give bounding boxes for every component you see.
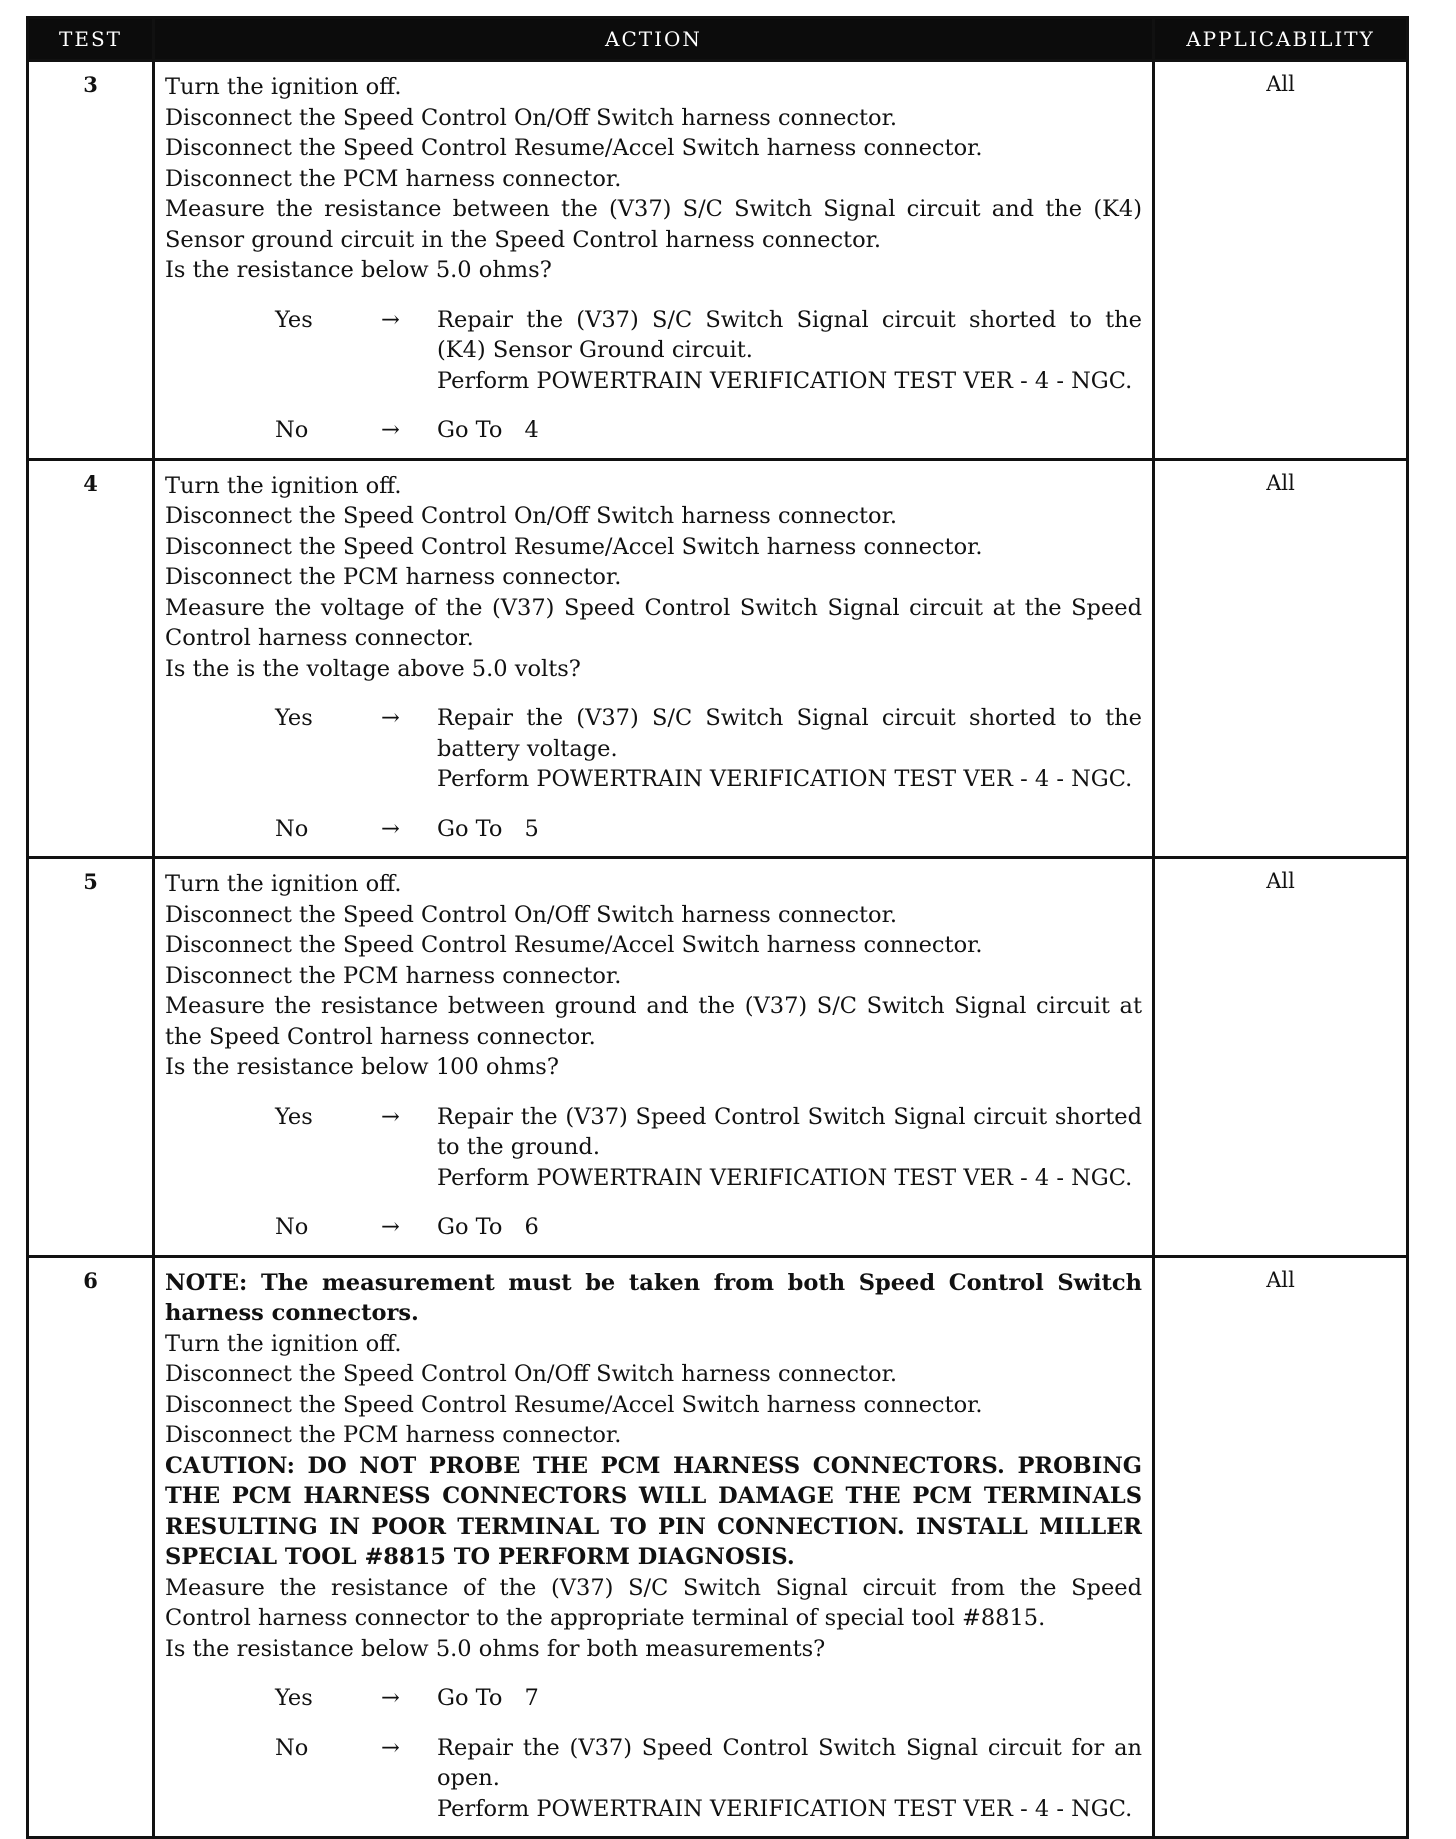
table-row bbox=[28, 459, 1408, 858]
no-answer bbox=[165, 415, 1142, 446]
table-header bbox=[28, 18, 1408, 61]
yes-label: Yes bbox=[275, 1103, 313, 1130]
goto-number: 5 bbox=[524, 815, 539, 842]
goto-number: 7 bbox=[524, 1685, 539, 1711]
goto-text: Go To bbox=[437, 417, 503, 443]
yes-answer bbox=[165, 1102, 1142, 1194]
no-answer bbox=[165, 814, 1142, 845]
arrow-icon: → bbox=[381, 1103, 400, 1130]
result-text: Repair the (V37) Speed Control Switch Signal circuit for an open. bbox=[437, 1734, 1142, 1791]
no-answer bbox=[165, 1212, 1142, 1243]
no-label: No bbox=[275, 417, 309, 443]
test-number: 5 bbox=[28, 858, 154, 1257]
no-label: No bbox=[275, 815, 309, 842]
step-text: Disconnect the Speed Control On/Off Switch harness connector. bbox=[165, 901, 898, 928]
goto-text: Go To bbox=[437, 1214, 503, 1240]
no-result bbox=[437, 814, 1142, 845]
step-text: Disconnect the Speed Control On/Off Switch harness connector. bbox=[165, 503, 898, 529]
result-text: Repair the (V37) Speed Control Switch Signal circuit shorted to the ground. bbox=[437, 1103, 1142, 1160]
test-number: 4 bbox=[28, 459, 154, 858]
step-text: Disconnect the PCM harness connector. bbox=[165, 564, 622, 590]
step-text: Disconnect the Speed Control Resume/Accel Switch harness connector. bbox=[165, 1391, 983, 1418]
action-cell bbox=[154, 858, 1154, 1257]
step-text: Turn the ignition off. bbox=[165, 74, 402, 100]
step-text: Turn the ignition off. bbox=[165, 472, 402, 499]
result-text: Repair the (V37) S/C Switch Signal circuit shorted to the (K4) Sensor Ground circuit. bbox=[437, 306, 1142, 363]
arrow-icon: → bbox=[381, 1734, 400, 1761]
yes-answer bbox=[165, 703, 1142, 795]
applicability-cell: All bbox=[1154, 459, 1408, 858]
step-text: Turn the ignition off. bbox=[165, 871, 402, 897]
yes-result bbox=[437, 1102, 1142, 1194]
step-text: Turn the ignition off. bbox=[165, 1330, 402, 1357]
no-label: No bbox=[275, 1214, 309, 1240]
step-text: Disconnect the PCM harness connector. bbox=[165, 165, 622, 192]
question-text: Is the resistance below 100 ohms? bbox=[165, 1054, 559, 1080]
action-cell bbox=[154, 61, 1154, 460]
applicability-cell: All bbox=[1154, 858, 1408, 1257]
result-text: Repair the (V37) S/C Switch Signal circuit shorted to the battery voltage. bbox=[437, 705, 1142, 762]
header-test: TEST bbox=[28, 18, 154, 61]
step-text: Disconnect the PCM harness connector. bbox=[165, 1422, 622, 1448]
question-text: Is the resistance below 5.0 ohms? bbox=[165, 257, 552, 283]
step-text: Measure the voltage of the (V37) Speed Control Switch Signal circuit at the Speed Control harness connector. bbox=[165, 594, 1142, 651]
goto-text: Go To bbox=[437, 1685, 503, 1711]
caution-text: CAUTION: DO NOT PROBE THE PCM HARNESS CONNECTORS. PROBING THE PCM HARNESS CONNECTORS WILL DAMAGE THE PCM TERMINALS RESULTING IN POOR TERMINAL TO PIN CONNECTION. INSTALL MILLER SPECIAL TOOL #8815 TO PERFORM DIAGNOSIS. bbox=[165, 1452, 1142, 1570]
action-cell bbox=[154, 459, 1154, 858]
yes-label: Yes bbox=[275, 1685, 313, 1711]
arrow-icon: → bbox=[381, 417, 400, 443]
yes-answer bbox=[165, 1683, 1142, 1714]
step-text: Measure the resistance between ground and the (V37) S/C Switch Signal circuit at the Speed Control harness connector. bbox=[165, 993, 1142, 1050]
table-row bbox=[28, 1256, 1408, 1838]
step-text: Disconnect the Speed Control Resume/Accel Switch harness connector. bbox=[165, 533, 983, 560]
no-result bbox=[437, 1733, 1142, 1825]
goto-text: Go To bbox=[437, 815, 503, 842]
goto-number: 6 bbox=[524, 1214, 539, 1240]
no-result bbox=[437, 1212, 1142, 1243]
step-text: Disconnect the PCM harness connector. bbox=[165, 962, 622, 989]
action-cell bbox=[154, 1256, 1154, 1838]
step-text: Measure the resistance of the (V37) S/C Switch Signal circuit from the Speed Control harness connector to the appropriate terminal of special tool #8815. bbox=[165, 1574, 1142, 1631]
step-text: Disconnect the Speed Control Resume/Accel Switch harness connector. bbox=[165, 932, 983, 958]
header-action: ACTION bbox=[154, 18, 1154, 61]
result-text: Perform POWERTRAIN VERIFICATION TEST VER - 4 - NGC. bbox=[437, 766, 1133, 792]
step-text: Disconnect the Speed Control Resume/Accel Switch harness connector. bbox=[165, 135, 983, 161]
goto-number: 4 bbox=[524, 417, 539, 443]
yes-result bbox=[437, 703, 1142, 795]
arrow-icon: → bbox=[381, 1685, 400, 1711]
diagnostic-test-table bbox=[26, 16, 1409, 1839]
header-applicability: APPLICABILITY bbox=[1154, 18, 1408, 61]
applicability-cell: All bbox=[1154, 61, 1408, 460]
diagnostic-table-sheet bbox=[26, 16, 1406, 1839]
arrow-icon: → bbox=[381, 306, 400, 333]
yes-label: Yes bbox=[275, 306, 313, 333]
yes-answer bbox=[165, 305, 1142, 397]
question-text: Is the is the voltage above 5.0 volts? bbox=[165, 655, 581, 682]
no-answer bbox=[165, 1733, 1142, 1825]
table-row bbox=[28, 858, 1408, 1257]
result-text: Perform POWERTRAIN VERIFICATION TEST VER - 4 - NGC. bbox=[437, 1164, 1133, 1191]
step-text: Measure the resistance between the (V37) S/C Switch Signal circuit and the (K4) Sensor ground circuit in the Speed Control harness connector. bbox=[165, 196, 1142, 253]
yes-label: Yes bbox=[275, 705, 313, 731]
yes-result bbox=[437, 305, 1142, 397]
arrow-icon: → bbox=[381, 815, 400, 842]
test-number: 3 bbox=[28, 61, 154, 460]
note-text: NOTE: The measurement must be taken from both Speed Control Switch harness connectors. bbox=[165, 1269, 1142, 1326]
result-text: Perform POWERTRAIN VERIFICATION TEST VER - 4 - NGC. bbox=[437, 1795, 1133, 1822]
arrow-icon: → bbox=[381, 705, 400, 731]
no-result bbox=[437, 415, 1142, 446]
yes-result bbox=[437, 1683, 1142, 1714]
step-text: Disconnect the Speed Control On/Off Switch harness connector. bbox=[165, 104, 898, 131]
table-row bbox=[28, 61, 1408, 460]
test-number: 6 bbox=[28, 1256, 154, 1838]
arrow-icon: → bbox=[381, 1214, 400, 1240]
applicability-cell: All bbox=[1154, 1256, 1408, 1838]
result-text: Perform POWERTRAIN VERIFICATION TEST VER - 4 - NGC. bbox=[437, 367, 1133, 394]
no-label: No bbox=[275, 1734, 309, 1761]
question-text: Is the resistance below 5.0 ohms for both measurements? bbox=[165, 1635, 826, 1662]
step-text: Disconnect the Speed Control On/Off Switch harness connector. bbox=[165, 1361, 898, 1387]
